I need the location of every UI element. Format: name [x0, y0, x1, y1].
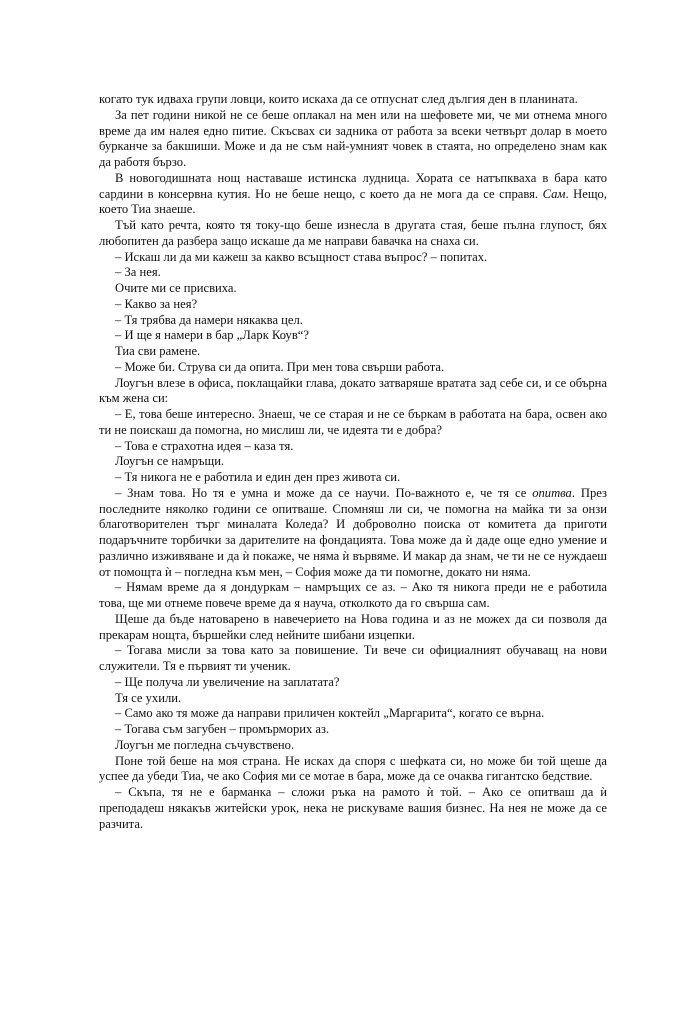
paragraph-25: Лоугън ме погледна съчувствено. — [115, 737, 295, 752]
paragraph-23: – Само ако тя може да направи приличен коктейл „Маргарита“, когато се върна. — [115, 706, 545, 721]
paragraph-5: – За нея. — [115, 265, 161, 280]
paragraph-2-part-3: . Нещо, което Тиа знаеше. — [99, 186, 607, 217]
paragraph-6: Очите ми се присвиха. — [115, 281, 237, 295]
paragraph-17-italic: опитва — [532, 485, 572, 500]
paragraph-19: Щеше да бъде натоварено в навечерието на Нова година и аз не можех да си позволя да прекарам нощта, бършейки след нейните шибани изцепки. — [99, 611, 607, 642]
paragraph-12: Лоугън влезе в офиса, поклащайки глава, докато затваряше вратата зад себе си, и се обърна към жена си: — [99, 375, 607, 406]
paragraph-7: – Какво за нея? — [115, 296, 198, 311]
paragraph-16: – Тя никога не е работила и един ден през живота си. — [115, 470, 401, 484]
paragraph-1: За пет години никой не се беше оплакал на мен или на шефовете ми, че ми отнема много време да им налея едно питие. Скъсвах си задника от работа за всеки четвърт долар в моето бурканче за бакшиши. Може и да не съм най-умният човек в стаята, но определено знам как да работя бързо. — [99, 107, 607, 169]
paragraph-26: Поне той беше на моя страна. Не исках да споря с шефката си, но може би той щеше да успее да убеди Тиа, че ако София ми се мотае в бара, може да се очаква гигантско бедствие. — [99, 753, 607, 784]
paragraph-17-part-1: – Знам това. Но тя е умна и може да се научи. По-важното е, че тя се — [115, 485, 533, 500]
paragraph-9: – И ще я намери в бар „Ларк Коув“? — [115, 328, 309, 343]
paragraph-2 — [99, 171, 607, 218]
paragraph-22: Тя се ухили. — [115, 690, 182, 705]
paragraph-17-part-3: . През последните няколко години се опитваше. Спомняш ли си, че помогна на майка ти за онзи благотворителен търг миналата Коледа? И доброволно поиска от комитета да приготи подаръчните торбички за дарителите на фондацията. Това може да ѝ даде още едно умение и различно изживяване и да ѝ покаже, че няма ѝ вървяме. И макар да знам, че ти не се нуждаеш от помощта ѝ – погледна към мен, – София може да ти помогне, докато ни няма. — [99, 485, 607, 579]
paragraph-24: – Тогава съм загубен – промърморих аз. — [115, 722, 330, 736]
paragraph-20: – Тогава мисли за това като за повишение. Ти вече си официалният обучаващ на нови служители. Тя е първият ти ученик. — [99, 643, 607, 673]
paragraph-0: когато тук идваха групи ловци, които искаха да се отпуснат след дългия ден в планината. — [99, 92, 578, 106]
paragraph-13: – Е, това беше интересно. Знаеш, че се старая и не се бъркам в работата на бара, освен ако ти не поискаш да помогна, но мислиш ли, че идеята ти е добра? — [99, 407, 607, 437]
paragraph-14: – Това е страхотна идея – каза тя. — [115, 438, 294, 453]
paragraph-17 — [99, 486, 607, 581]
paragraph-18: – Нямам време да я дондуркам – намръщих се аз. – Ако тя никога преди не е работила това, ще ми отнеме повече време да я науча, отколкото да го свърша сам. — [99, 580, 607, 610]
book-page — [99, 92, 607, 832]
paragraph-3: Тъй като речта, която тя току-що беше изнесла в другата стая, беше пълна глупост, бях любопитен да разбера защо искаше да ме направи бавачка на снаха си. — [99, 218, 607, 248]
paragraph-10: Тиа сви рамене. — [115, 344, 201, 358]
paragraph-2-part-1: В новогодишната нощ наставаше истинска лудница. Хората се натъпкваха в бара като сардини в консервна кутия. Но не беше нещо, с което да не мога да се справя. — [99, 170, 607, 201]
paragraph-21: – Ще получа ли увеличение на заплатата? — [115, 674, 340, 689]
paragraph-11: – Може би. Струва си да опита. При мен това свърши работа. — [115, 359, 445, 374]
paragraph-27: – Скъпа, тя не е барманка – сложи ръка на рамото ѝ той. – Ако се опитваш да ѝ преподадеш някакъв житейски урок, нека не рискуваме вашия бизнес. На нея не може да се разчита. — [99, 785, 607, 831]
paragraph-15: Лоугън се намръщи. — [115, 454, 225, 469]
paragraph-8: – Тя трябва да намери някаква цел. — [115, 312, 303, 327]
paragraph-4: – Искаш ли да ми кажеш за какво всъщност става въпрос? – попитах. — [115, 249, 488, 264]
paragraph-2-italic: Сам — [542, 186, 566, 201]
